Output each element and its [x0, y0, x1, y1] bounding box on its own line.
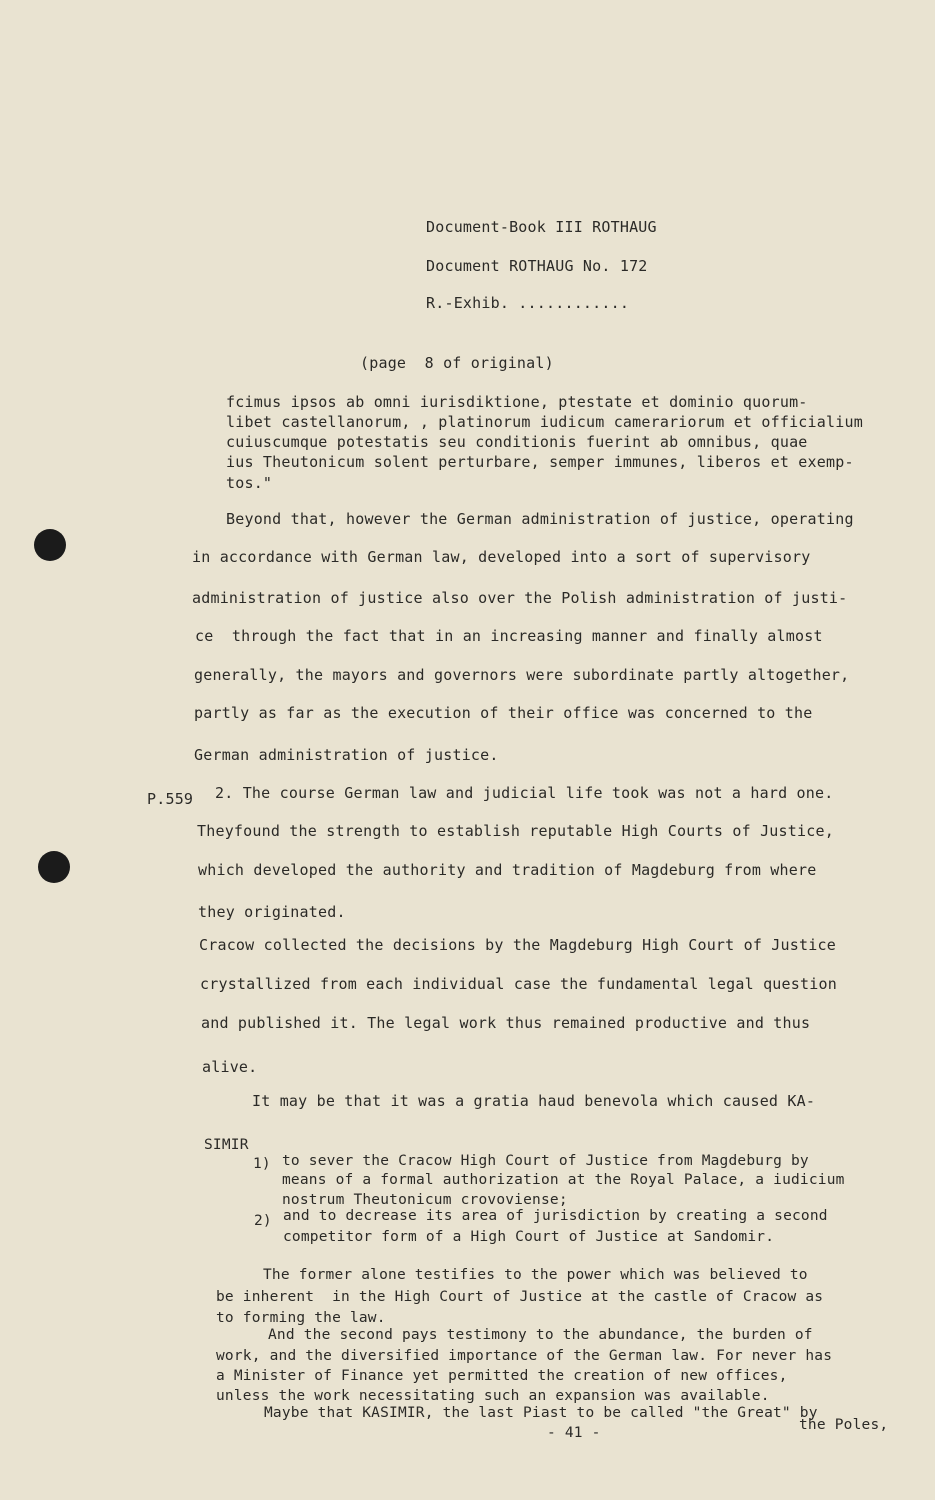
- paragraph-line: administration of justice also over the Polish administration of justi-: [192, 589, 848, 607]
- paragraph-line: German administration of justice.: [194, 746, 499, 764]
- paragraph-line: And the second pays testimony to the abundance, the burden of: [268, 1327, 813, 1343]
- paragraph-line: crystallized from each individual case the fundamental legal question: [200, 975, 837, 993]
- paragraph-line: partly as far as the execution of their office was concerned to the: [194, 704, 813, 722]
- list-line: and to decrease its area of jurisdiction by creating a second: [283, 1208, 828, 1224]
- paragraph-line: unless the work necessitating such an expansion was available.: [216, 1388, 770, 1404]
- paragraph-line: The former alone testifies to the power which was believed to: [263, 1267, 808, 1283]
- paragraph-line: which developed the authority and tradition of Magdeburg from where: [198, 861, 817, 879]
- paragraph-line: they originated.: [198, 903, 346, 921]
- list-number: 2): [254, 1213, 272, 1229]
- paragraph-line: and published it. The legal work thus remained productive and thus: [201, 1014, 811, 1032]
- paragraph-line: to forming the law.: [216, 1310, 386, 1326]
- quote-line: cuiuscumque potestatis seu conditionis fuerint ab omnibus, quae: [226, 433, 808, 451]
- paragraph-line: be inherent in the High Court of Justice at the castle of Cracow as: [216, 1289, 824, 1305]
- paragraph-line: Beyond that, however the German administration of justice, operating: [226, 510, 854, 528]
- paragraph-line: work, and the diversified importance of the German law. For never has: [216, 1348, 833, 1364]
- document-number: Document ROTHAUG No. 172: [426, 257, 648, 275]
- punch-hole-bottom: [38, 851, 70, 883]
- paragraph-maybe: Maybe that KASIMIR, the last Piast to be called "the Great" by: [264, 1405, 818, 1421]
- paragraph-line: Cracow collected the decisions by the Magdeburg High Court of Justice: [199, 936, 836, 954]
- list-number: 1): [253, 1156, 271, 1172]
- list-line: nostrum Theutonicum crovoviense;: [282, 1192, 568, 1208]
- paragraph-line: a Minister of Finance yet permitted the creation of new offices,: [216, 1368, 788, 1384]
- continuation-catchword: the Poles,: [799, 1417, 889, 1433]
- exhibit-number: R.-Exhib. ............: [426, 294, 630, 312]
- paragraph-line: Theyfound the strength to establish reputable High Courts of Justice,: [197, 822, 834, 840]
- punch-hole-top: [34, 529, 66, 561]
- paragraph-line: alive.: [202, 1058, 258, 1076]
- list-line: to sever the Cracow High Court of Justice from Magdeburg by: [282, 1153, 809, 1169]
- document-book-title: Document-Book III ROTHAUG: [426, 218, 657, 236]
- paragraph-line: generally, the mayors and governors were subordinate partly altogether,: [194, 666, 850, 684]
- quote-line: tos.": [226, 474, 273, 492]
- paragraph-gratia: It may be that it was a gratia haud benevola which caused KA-: [252, 1092, 816, 1110]
- kasimir-continuation: SIMIR: [204, 1137, 249, 1153]
- paragraph-line: in accordance with German law, developed into a sort of supervisory: [192, 548, 811, 566]
- paragraph-line: ce through the fact that in an increasing manner and finally almost: [195, 627, 823, 645]
- list-line: means of a formal authorization at the Royal Palace, a iudicium: [282, 1172, 845, 1188]
- page-reference: (page 8 of original): [360, 354, 554, 372]
- margin-page-note: P.559: [147, 790, 194, 808]
- page-number: - 41 -: [547, 1425, 601, 1441]
- quote-line: ius Theutonicum solent perturbare, semper immunes, liberos et exemp-: [226, 453, 854, 471]
- quote-line: fcimus ipsos ab omni iurisdiktione, ptestate et dominio quorum-: [226, 393, 808, 411]
- paragraph-line: 2. The course German law and judicial life took was not a hard one.: [215, 784, 834, 802]
- quote-line: libet castellanorum, , platinorum iudicum camerariorum et officialium: [226, 413, 863, 431]
- list-line: competitor form of a High Court of Justice at Sandomir.: [283, 1229, 775, 1245]
